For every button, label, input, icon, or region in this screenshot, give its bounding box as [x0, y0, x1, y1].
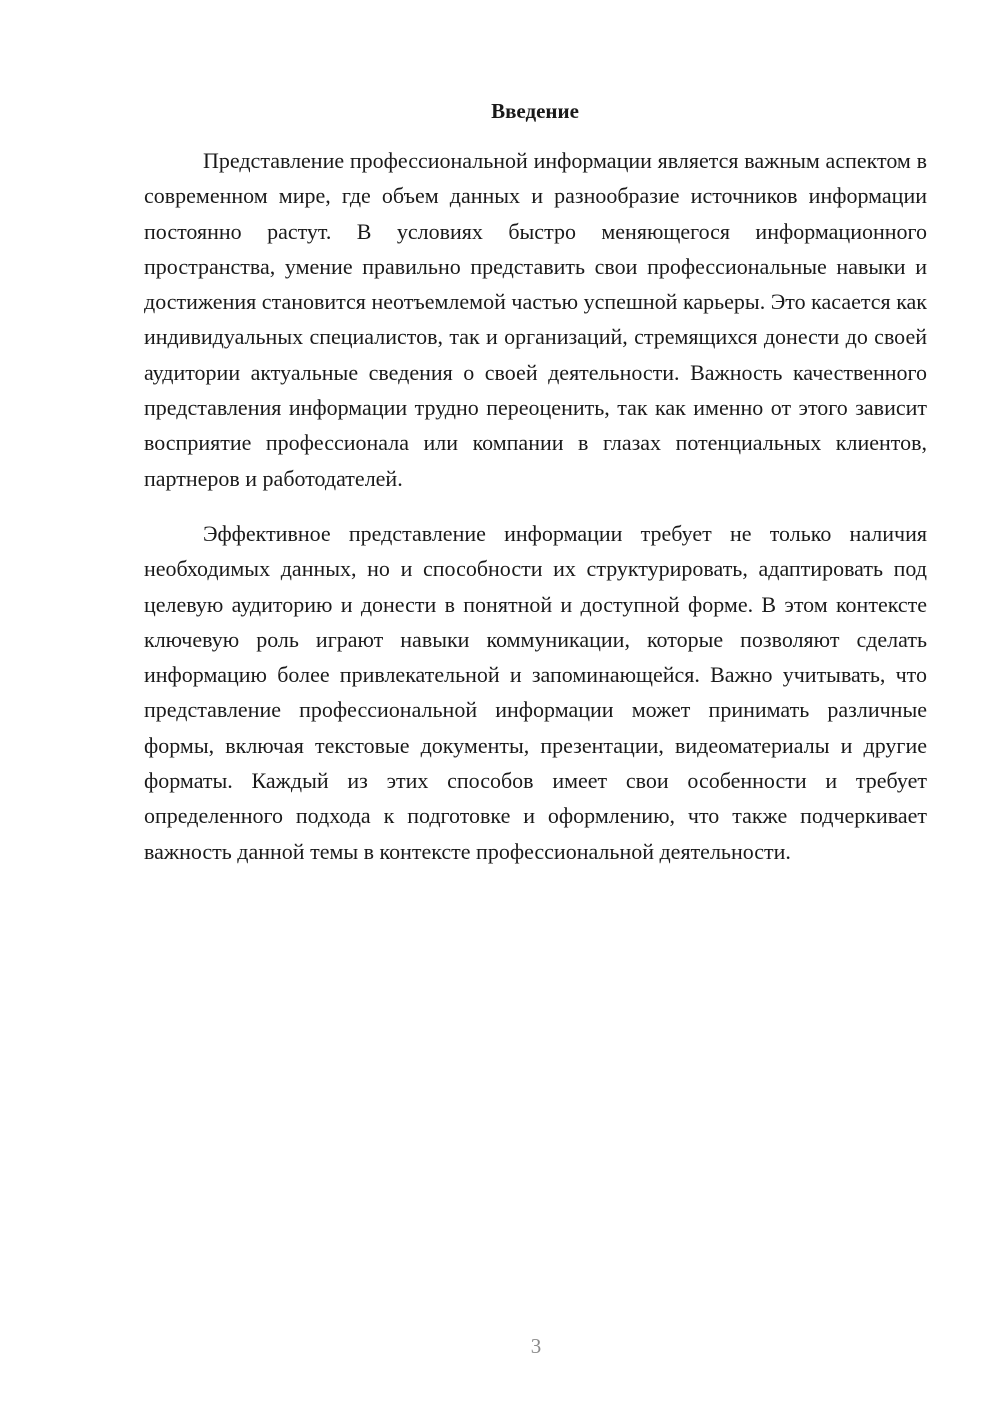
paragraph-2: Эффективное представление информации требует не только наличия необходимых данных, но и способности их структурировать, адаптировать под целевую аудиторию и донести в понятной и доступной форме. В этом контексте ключевую роль играют навыки коммуникации, которые позволяют сделать информацию более привлекательной и запоминающейся. Важно учитывать, что представление профессиональной информации может принимать различные формы, включая текстовые документы, презентации, видеоматериалы и другие форматы. Каждый из этих способов имеет свои особенности и требует определенного подхода к подготовке и оформлению, что также подчеркивает важность данной темы в контексте профессиональной деятельности.	[144, 520, 927, 864]
body-text	[144, 143, 927, 869]
page-number: 3	[530, 1334, 542, 1358]
section-heading: Введение	[491, 99, 579, 123]
paragraph-1: Представление профессиональной информации является важным аспектом в современном мире, где объем данных и разнообразие источников информации постоянно растут. В условиях быстро меняющегося информационного пространства, умение правильно представить свои профессиональные навыки и достижения становится неотъемлемой частью успешной карьеры. Это касается как индивидуальных специалистов, так и организаций, стремящихся донести до своей аудитории актуальные сведения о своей деятельности. Важность качественного представления информации трудно переоценить, так как именно от этого зависит восприятие профессионала или компании в глазах потенциальных клиентов, партнеров и работодателей.	[144, 148, 927, 491]
